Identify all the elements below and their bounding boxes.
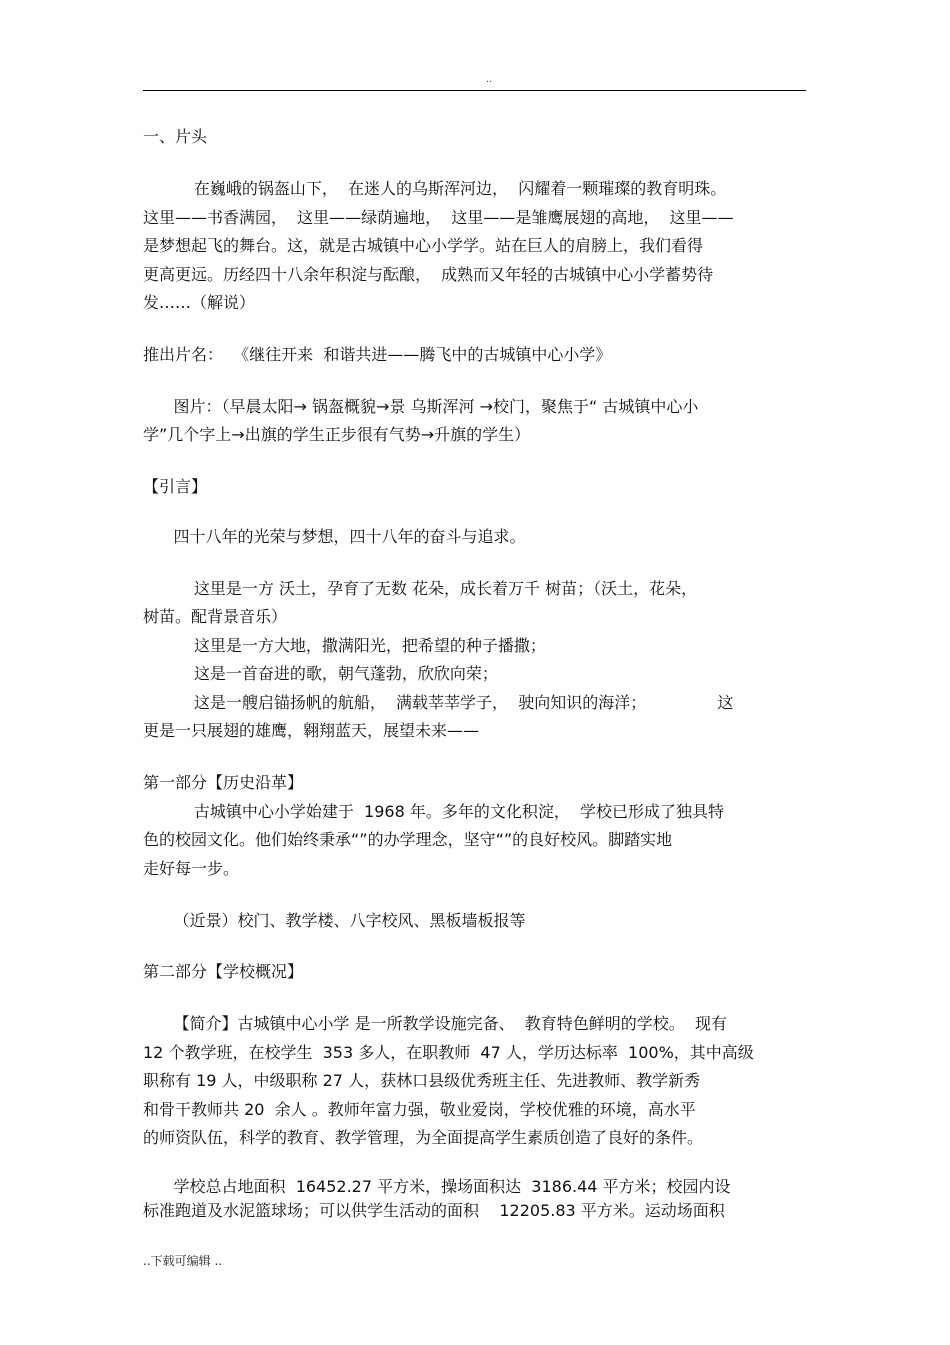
paragraph-line: 发……（解说） [143,293,256,312]
paragraph-line: 学”几个字上→出旗的学生正步很有气势→升旗的学生） [143,425,531,444]
paragraph-line: 这里——书香满园， 这里——绿荫遍地， 这里——是雏鹰展翅的高地， 这里—— [143,208,734,227]
paragraph-line: 这是一首奋进的歌，朝气蓬勃，欣欣向荣； [143,664,498,683]
section-heading-opening: 一、片头 [143,127,208,146]
paragraph-line: 这是一艘启锚扬帆的航船， 满载莘莘学子， 驶向知识的海洋； 这 [143,693,734,712]
paragraph-line: 古城镇中心小学始建于 1968 年。多年的文化积淀， 学校已形成了独具特 [143,802,725,821]
paragraph-line: 走好每一步。 [143,859,240,878]
paragraph-line: 【简介】古城镇中心小学 是一所教学设施完备、 教育特色鲜明的学校。 现有 [143,1014,727,1033]
paragraph-line: 职称有 19 人，中级职称 27 人，获林口县级优秀班主任、先进教师、教学新秀 [143,1071,701,1090]
paragraph-line: 更高更远。历经四十八余年积淀与酝酿， 成熟而又年轻的古城镇中心小学蓄势待 [143,265,714,284]
paragraph-line: 在巍峨的锅盔山下， 在迷人的乌斯浑河边， 闪耀着一颗璀璨的教育明珠。 [143,179,727,198]
header-rule [143,90,806,91]
paragraph-line: （近景）校门、教学楼、八字校风、黑板墙板报等 [143,911,526,930]
film-title-line: 推出片名： 《继往开来 和谐共进——腾飞中的古城镇中心小学》 [143,345,612,364]
paragraph-line: 12 个教学班，在校学生 353 多人，在职教师 47 人，学历达标率 100%，其中高级 [143,1043,754,1062]
paragraph-line: 这里是一方大地，撒满阳光，把希望的种子播撒； [143,636,546,655]
paragraph-line: 色的校园文化。他们始终秉承“”的办学理念，坚守“”的良好校风。脚踏实地 [143,830,673,849]
paragraph-line: 更是一只展翅的雄鹰，翱翔蓝天，展望未来—— [143,721,480,740]
header-dots: .. [486,74,493,85]
paragraph-line: 学校总占地面积 16452.27 平方米，操场面积达 3186.44 平方米；校园内设 [143,1177,731,1196]
section-heading-intro: 【引言】 [143,477,208,496]
section-heading-history: 第一部分【历史沿革】 [143,773,304,792]
paragraph-line: 的师资队伍，科学的教育、教学管理，为全面提高学生素质创造了良好的条件。 [143,1128,704,1147]
paragraph-line: 是梦想起飞的舞台。这，就是古城镇中心小学学。站在巨人的肩膀上，我们看得 [143,236,704,255]
paragraph-line: 这里是一方 沃土，孕育了无数 花朵，成长着万千 树苗；（沃土，花朵， [143,579,698,598]
paragraph-line: 和骨干教师共 20 余人 。教师年富力强，敬业爱岗，学校优雅的环境，高水平 [143,1100,696,1119]
section-heading-overview: 第二部分【学校概况】 [143,962,304,981]
paragraph-line: 树苗。配背景音乐） [143,607,288,626]
paragraph-line: 四十八年的光荣与梦想，四十八年的奋斗与追求。 [143,527,526,546]
paragraph-line: 标准跑道及水泥篮球场；可以供学生活动的面积 12205.83 平方米。运动场面积 [143,1201,725,1220]
paragraph-line: 图片：（早晨太阳→ 锅盔概貌→景 乌斯浑河 →校门，聚焦于“ 古城镇中心小 [143,397,699,416]
page-footer: ..下载可编辑 .. [143,1254,223,1268]
